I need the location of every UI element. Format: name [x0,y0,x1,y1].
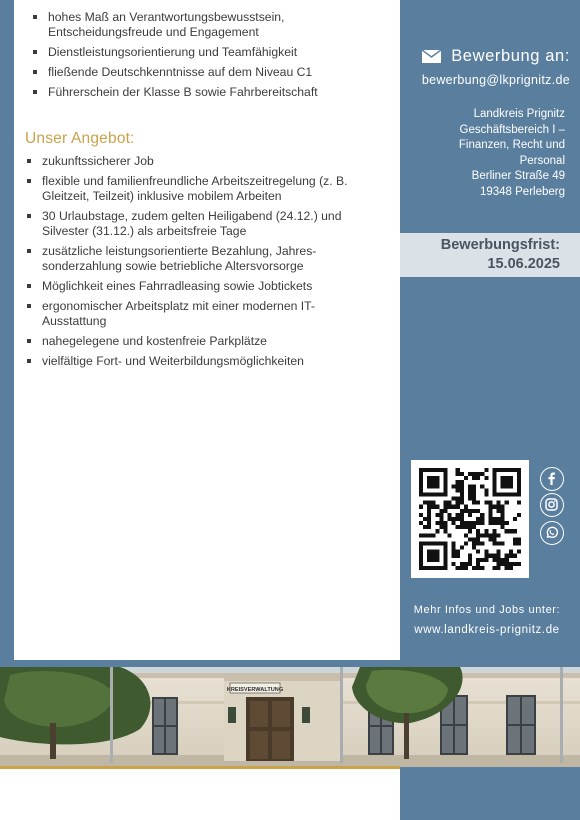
deadline-box [400,233,580,277]
application-email-link[interactable]: bewerbung@lkprignitz.de [421,73,570,87]
list-item: vielfältige Fort- und Weiterbildungsmöglichkeiten [24,354,369,369]
application-heading [422,47,570,66]
footer-panel [0,769,400,820]
facebook-icon[interactable] [540,467,564,491]
envelope-icon [422,50,441,63]
address-line: Berliner Straße 49 [471,170,565,182]
list-item: Dienstleistungsorientierung und Teamfähigkeit [30,45,360,60]
list-item: hohes Maß an Verantwortungsbewusstsein, Entscheidungsfreude und Engagement [30,10,360,40]
building-photo-image [0,667,580,767]
list-item: ergonomischer Arbeitsplatz mit einer modernen IT-Ausstattung [24,299,369,329]
application-heading-text: Bewerbung an: [451,47,570,65]
postal-address [385,107,565,200]
list-item: zusätzliche leistungsorientierte Bezahlung, Jahres-sonderzahlung sowie betriebliche Altersvorsorge [24,244,369,274]
instagram-icon[interactable] [540,493,564,517]
list-item: fließende Deutschkenntnisse auf dem Niveau C1 [30,65,360,80]
address-line: 19348 Perleberg [479,185,565,198]
deadline-date: 15.06.2025 [487,256,560,272]
building-photo [0,667,580,767]
list-item: flexible und familienfreundliche Arbeitszeitregelung (z. B. Gleitzeit, Teilzeit) inklusive mobilem Arbeiten [24,174,369,204]
address-line: Personal [519,154,565,167]
whatsapp-icon[interactable] [540,521,564,545]
list-item: zukunftssicherer Job [24,154,369,169]
list-item: 30 Urlaubstage, zudem gelten Heiligabend (24.12.) und Silvester (31.12.) als arbeitsfreie Tage [24,209,369,239]
address-line: Landkreis Prignitz [473,108,565,120]
building-sign: KREISVERWALTUNG [226,687,284,693]
qr-code[interactable] [411,460,529,578]
list-item: Führerschein der Klasse B sowie Fahrbereitschaft [30,85,360,100]
qr-code-image [419,468,521,570]
requirements-list [30,10,360,105]
more-info-label: Mehr Infos und Jobs unter: [413,604,561,616]
list-item: nahegelegene und kostenfreie Parkplätze [24,334,369,349]
address-line: Finanzen, Recht und [458,139,565,151]
offer-heading: Unser Angebot: [25,130,135,147]
website-link[interactable]: www.landkreis-prignitz.de [414,624,560,636]
offer-list [24,154,369,374]
address-line: Geschäftsbereich I – [459,123,565,136]
list-item: Möglichkeit eines Fahrradleasing sowie Jobtickets [24,279,369,294]
deadline-label: Bewerbungsfrist: [440,237,560,253]
